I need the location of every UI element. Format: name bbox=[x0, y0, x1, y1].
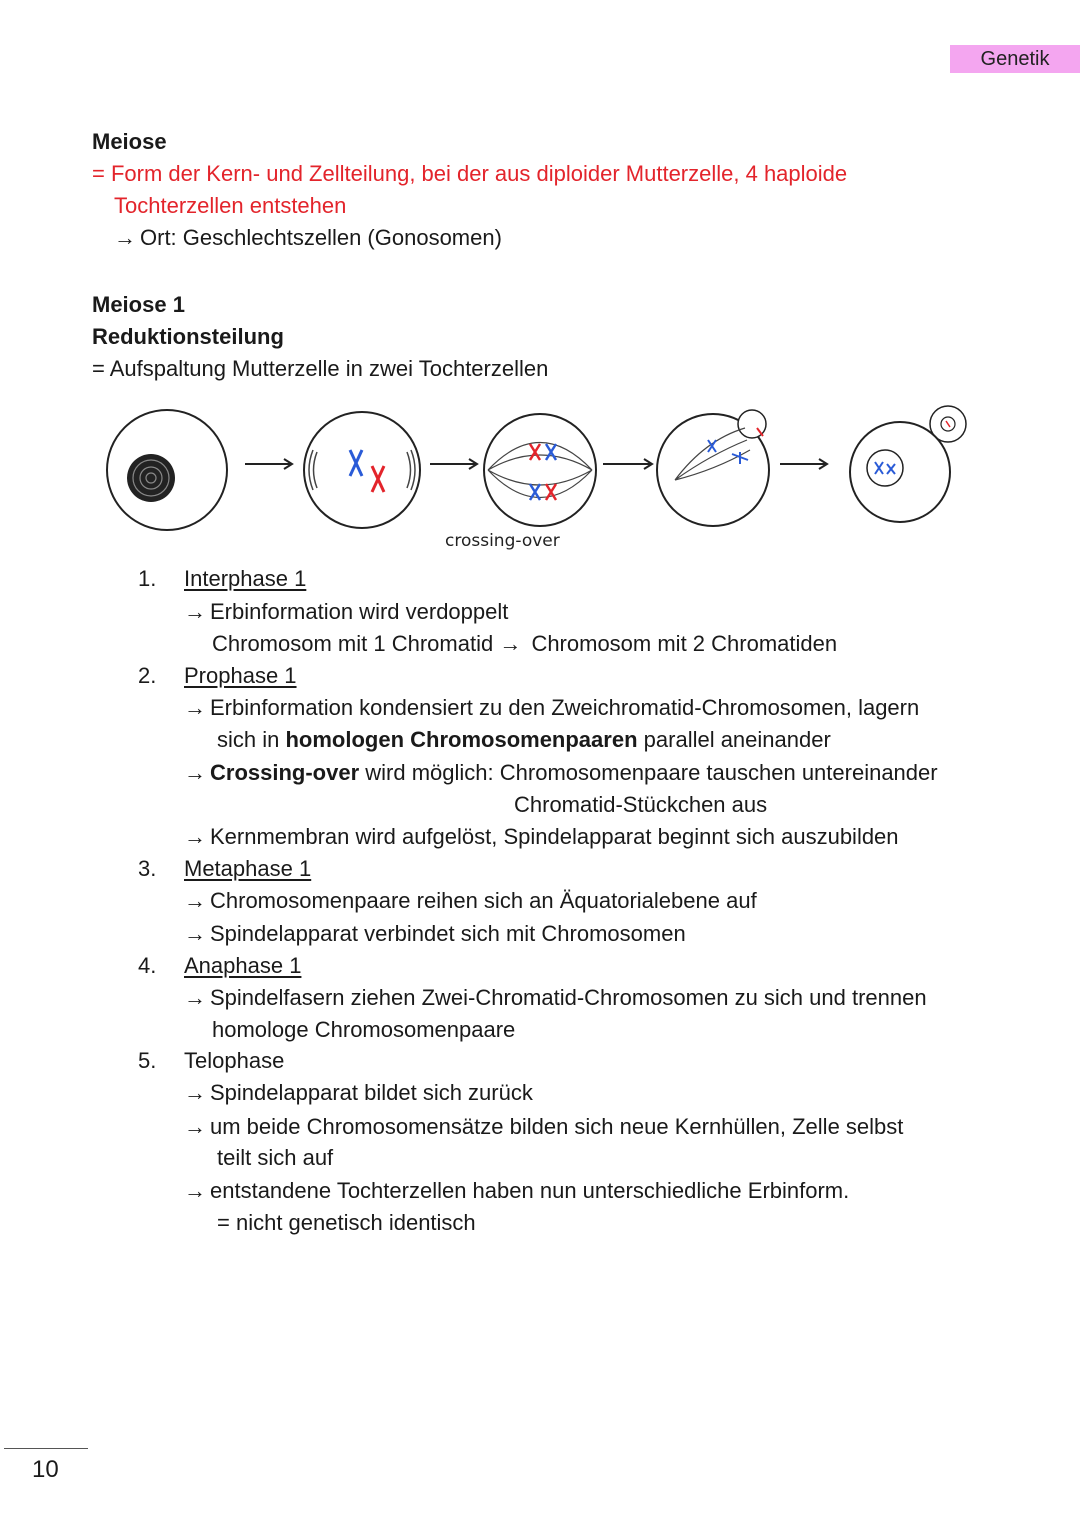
step-3-p2 bbox=[184, 919, 686, 949]
step-3-p1-text: Chromosomenpaare reihen sich an Äquatorialebene auf bbox=[210, 888, 757, 913]
subject-tag: Genetik bbox=[950, 45, 1080, 73]
step-1-line2 bbox=[212, 629, 837, 659]
step-3-title: Metaphase 1 bbox=[184, 856, 312, 881]
step-5-p3 bbox=[184, 1176, 849, 1206]
meiose-definition-line1: = Form der Kern- und Zellteilung, bei der aus diploider Mutterzelle, 4 haploide bbox=[92, 161, 848, 186]
crossing-over-caption: crossing-over bbox=[445, 531, 560, 551]
arrow-right-icon: → bbox=[499, 631, 522, 656]
cell-interphase bbox=[107, 410, 227, 530]
step-1-line2a: Chromosom mit 1 Chromatid bbox=[212, 631, 494, 656]
meiose-definition-line2: Tochterzellen entstehen bbox=[114, 193, 347, 218]
step-4-number: 4. bbox=[138, 953, 157, 978]
step-2-p1b-post: parallel aneinander bbox=[643, 727, 831, 752]
meiose-title: Meiose bbox=[92, 129, 167, 154]
step-1-line2b: Chromosom mit 2 Chromatiden bbox=[531, 631, 838, 656]
step-5-p2a-text: um beide Chromosomensätze bilden sich neue Kernhüllen, Zelle selbst bbox=[210, 1114, 904, 1139]
cell-metaphase bbox=[484, 414, 596, 526]
cell-prophase bbox=[304, 412, 420, 528]
arrow-2 bbox=[430, 459, 477, 469]
step-2-p3 bbox=[184, 822, 899, 852]
page-number: 10 bbox=[32, 1456, 59, 1483]
step-1-number: 1. bbox=[138, 566, 157, 591]
step-5-p1 bbox=[184, 1078, 533, 1108]
step-2-p1a-text: Erbinformation kondensiert zu den Zweichromatid-Chromosomen, lagern bbox=[210, 695, 920, 720]
cell-telophase bbox=[850, 406, 966, 522]
step-4-p1a-text: Spindelfasern ziehen Zwei-Chromatid-Chromosomen zu sich und trennen bbox=[210, 985, 927, 1010]
footer-divider bbox=[4, 1448, 88, 1449]
step-2-p1b bbox=[217, 725, 831, 755]
step-3-p1 bbox=[184, 886, 757, 916]
arrow-right-icon: → bbox=[184, 1178, 206, 1203]
step-5-p2a bbox=[184, 1112, 903, 1142]
step-2-p1b-pre: sich in bbox=[217, 727, 280, 752]
meiose1-definition: = Aufspaltung Mutterzelle in zwei Tochterzellen bbox=[92, 356, 549, 381]
arrow-right-icon: → bbox=[184, 599, 206, 624]
arrow-right-icon: → bbox=[184, 824, 206, 849]
arrow-right-icon: → bbox=[184, 695, 206, 720]
step-4-p1a bbox=[184, 983, 927, 1013]
step-1-line1-text: Erbinformation wird verdoppelt bbox=[210, 599, 509, 624]
step-2-number: 2. bbox=[138, 663, 157, 688]
arrow-right-icon: → bbox=[184, 985, 206, 1010]
arrow-3 bbox=[603, 459, 652, 469]
arrow-right-icon: → bbox=[184, 921, 206, 946]
step-2-p1b-bold: homologen Chromosomenpaaren bbox=[285, 727, 638, 752]
meiose1-title: Meiose 1 bbox=[92, 292, 185, 317]
step-5-p3b: = nicht genetisch identisch bbox=[217, 1210, 476, 1235]
arrow-right-icon: → bbox=[184, 760, 206, 785]
step-4-title: Anaphase 1 bbox=[184, 953, 302, 978]
step-5-number: 5. bbox=[138, 1048, 157, 1073]
step-2-p3-text: Kernmembran wird aufgelöst, Spindelapparat beginnt sich auszubilden bbox=[210, 824, 899, 849]
step-2-p2b: Chromatid-Stückchen aus bbox=[514, 792, 768, 817]
step-5-p1-text: Spindelapparat bildet sich zurück bbox=[210, 1080, 533, 1105]
step-5-title: Telophase bbox=[184, 1048, 285, 1073]
arrow-right-icon: → bbox=[184, 888, 206, 913]
step-3-number: 3. bbox=[138, 856, 157, 881]
step-5-p3-text: entstandene Tochterzellen haben nun unterschiedliche Erbinform. bbox=[210, 1178, 850, 1203]
arrow-right-icon: → bbox=[184, 1080, 206, 1105]
cell-anaphase bbox=[657, 410, 769, 526]
step-2-p2a-text: wird möglich: Chromosomenpaare tauschen untereinander bbox=[365, 760, 938, 785]
step-4-p1b: homologe Chromosomenpaare bbox=[212, 1017, 516, 1042]
meiosis-diagram bbox=[100, 400, 980, 560]
step-3-p2-text: Spindelapparat verbindet sich mit Chromosomen bbox=[210, 921, 686, 946]
step-1-line1 bbox=[184, 597, 508, 627]
meiose-location bbox=[114, 223, 502, 253]
step-2-p2a bbox=[184, 758, 938, 788]
step-2-title: Prophase 1 bbox=[184, 663, 297, 688]
meiose1-subtitle: Reduktionsteilung bbox=[92, 324, 284, 349]
arrow-right-icon: → bbox=[184, 1114, 206, 1139]
step-2-p2-bold: Crossing-over bbox=[210, 760, 360, 785]
arrow-right-icon: → bbox=[114, 225, 136, 250]
step-1-title: Interphase 1 bbox=[184, 566, 307, 591]
step-5-p2b: teilt sich auf bbox=[217, 1145, 334, 1170]
arrow-1 bbox=[245, 459, 292, 469]
meiose-location-text: Ort: Geschlechtszellen (Gonosomen) bbox=[140, 225, 502, 250]
step-2-p1a bbox=[184, 693, 919, 723]
arrow-4 bbox=[780, 459, 827, 469]
